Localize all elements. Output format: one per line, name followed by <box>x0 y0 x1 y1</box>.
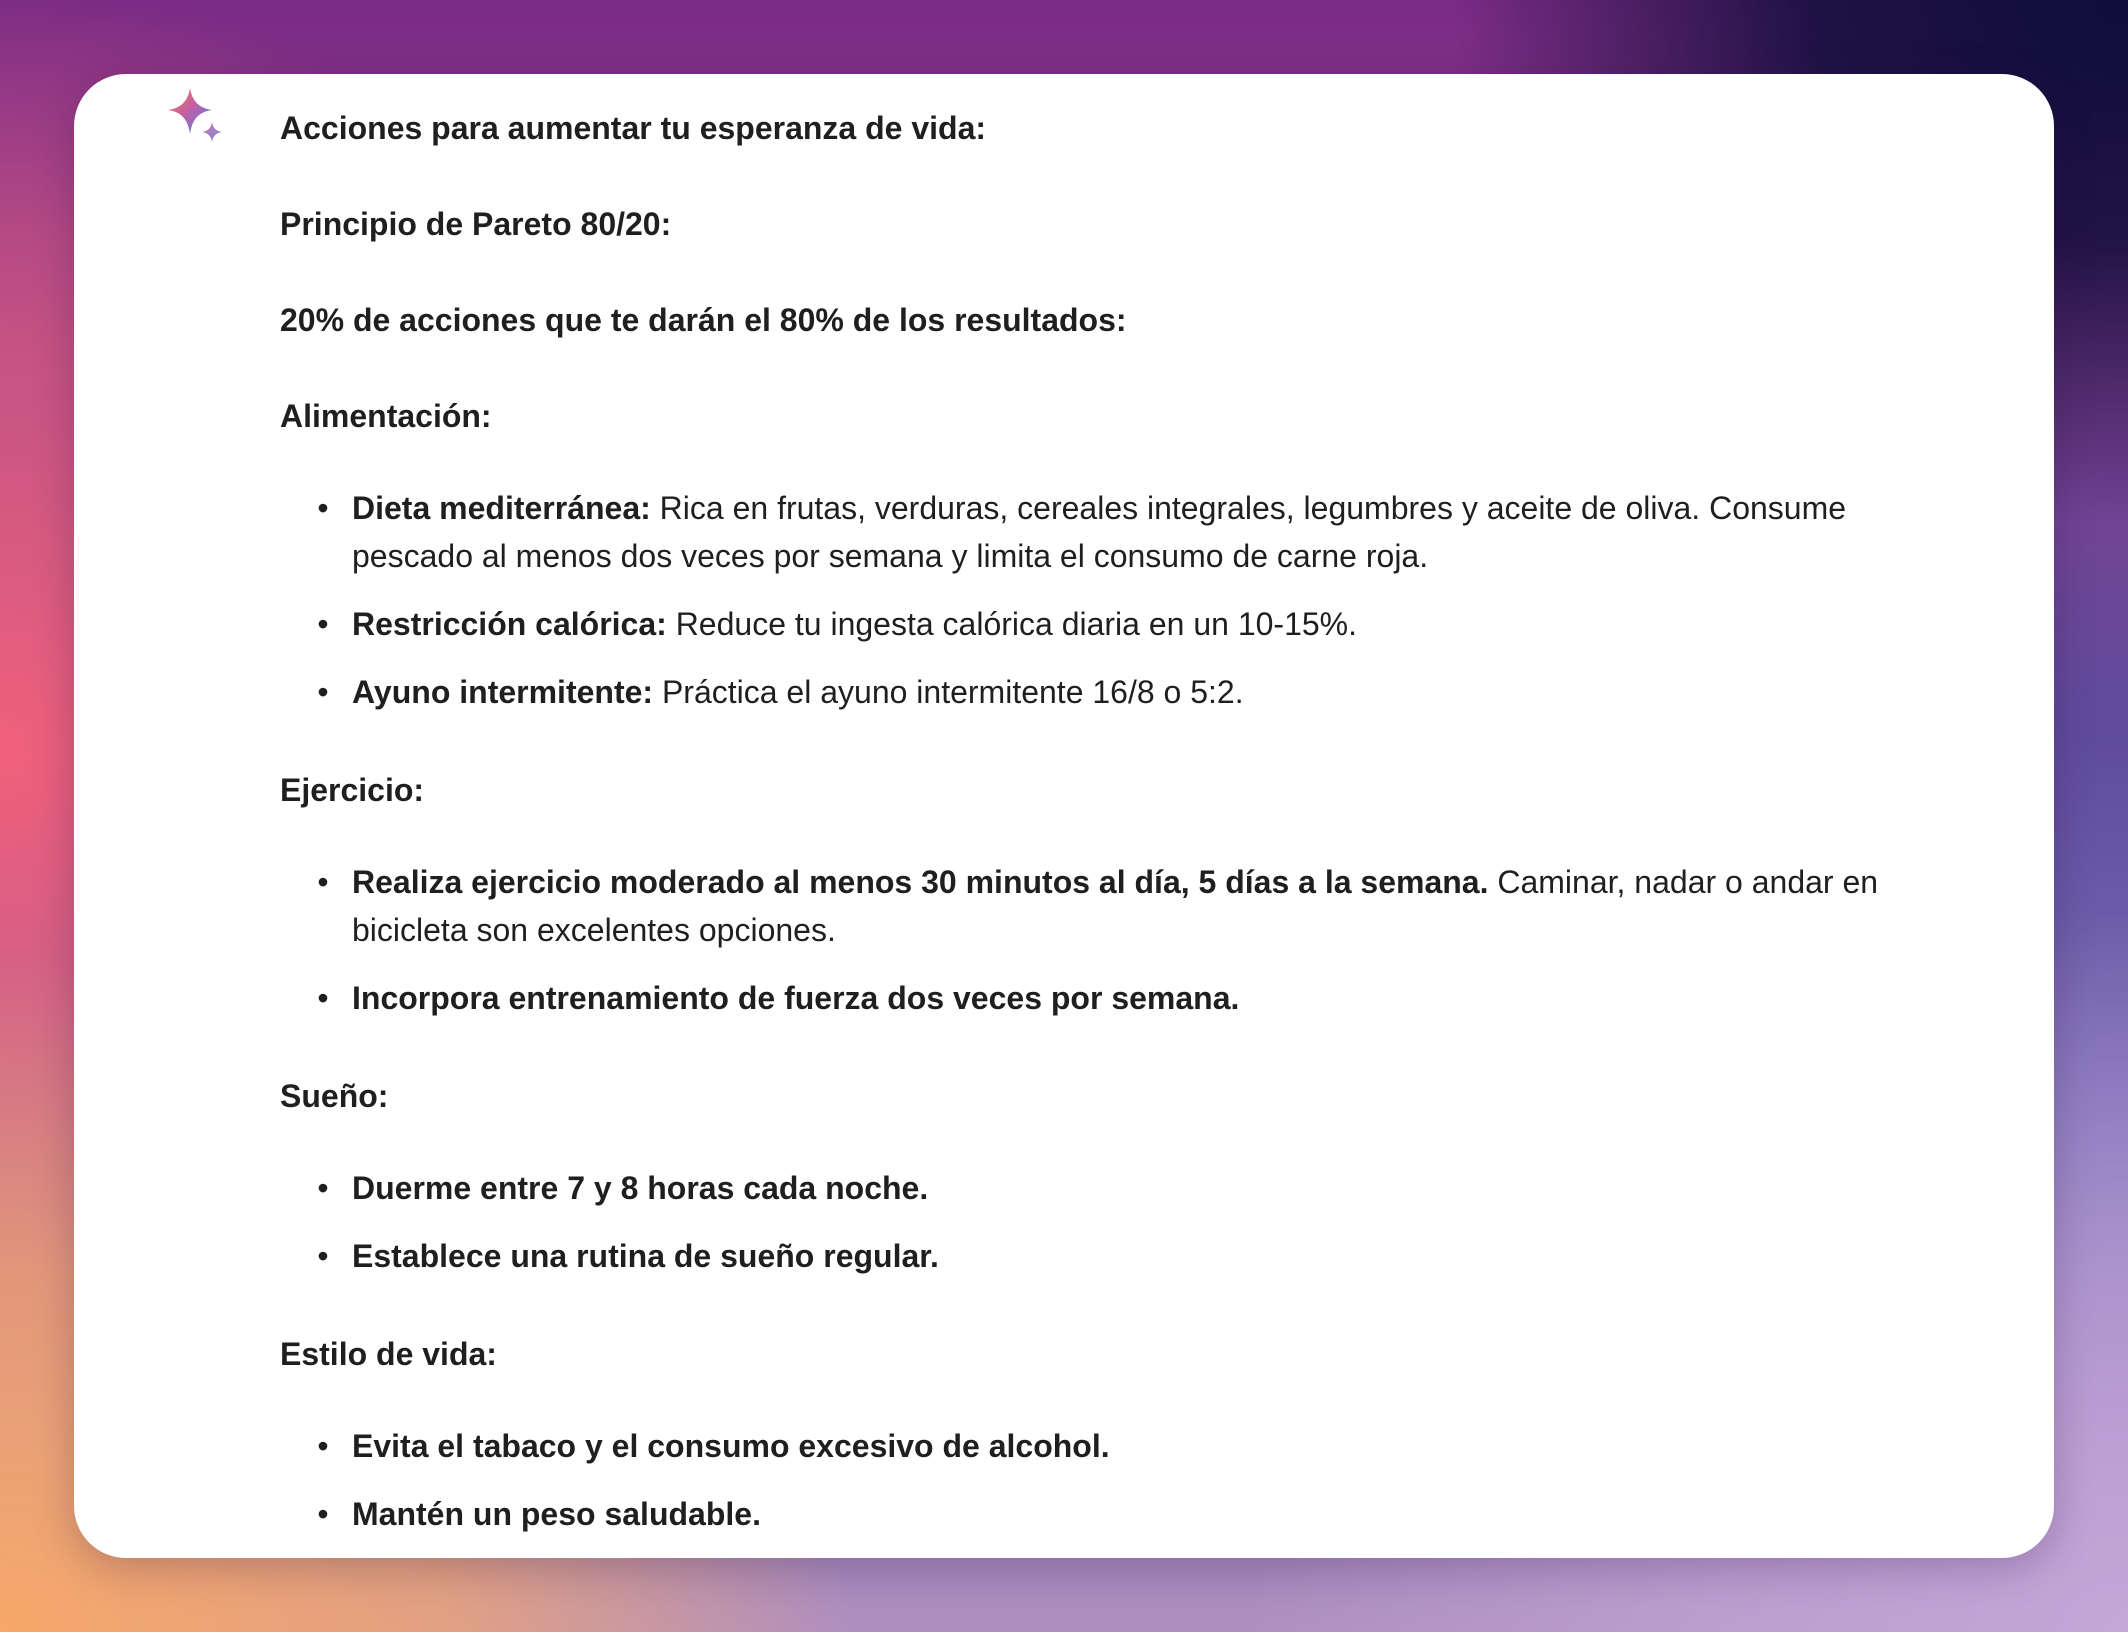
item-bold-text: Evita el tabaco y el consumo excesivo de alcohol. <box>352 1428 1110 1464</box>
bullet-dot: • <box>317 490 329 526</box>
item-bold-text: Duerme entre 7 y 8 horas cada noche. <box>352 1170 929 1206</box>
list-item <box>206 1164 1960 1212</box>
bullet-list <box>280 1164 1960 1280</box>
gemini-sparkle-icon <box>168 88 234 154</box>
section-heading: Alimentación: <box>280 398 492 434</box>
list-item <box>206 484 1960 580</box>
item-text: Caminar, nadar o andar en bicicleta son excelentes opciones. <box>352 864 1879 948</box>
item-bold-text: Establece una rutina de sueño regular. <box>352 1238 939 1274</box>
item-text: Reduce tu ingesta calórica diaria en un 10-15%. <box>666 606 1357 642</box>
list-item <box>206 1490 1960 1538</box>
bullet-dot: • <box>317 1238 329 1274</box>
item-bold-text: Restricción calórica: <box>352 606 667 642</box>
section-heading: Estilo de vida: <box>280 1336 497 1372</box>
section-heading: Sueño: <box>280 1078 389 1114</box>
bullet-list <box>280 858 1960 1022</box>
bullet-list <box>280 484 1960 716</box>
list-item <box>206 1232 1960 1280</box>
list-item <box>206 974 1960 1022</box>
section-heading: Ejercicio: <box>280 772 425 808</box>
bullet-dot: • <box>317 1170 329 1206</box>
item-bold-text: Realiza ejercicio moderado al menos 30 minutos al día, 5 días a la semana. <box>352 864 1489 900</box>
item-bold-text: Dieta mediterránea: <box>352 490 651 526</box>
list-item <box>206 600 1960 648</box>
chat-response-card <box>74 74 2054 1558</box>
bullet-dot: • <box>317 1428 329 1464</box>
item-bold-text: Mantén un peso saludable. <box>352 1496 761 1532</box>
bullet-dot: • <box>317 980 329 1016</box>
principle-line: Principio de Pareto 80/20: <box>280 206 672 242</box>
response-content <box>280 104 1960 1558</box>
list-item <box>206 1422 1960 1470</box>
item-bold-text: Ayuno intermitente: <box>352 674 654 710</box>
bullet-dot: • <box>317 674 329 710</box>
bullet-list <box>280 1422 1960 1538</box>
response-title: Acciones para aumentar tu esperanza de vida: <box>280 110 987 146</box>
list-item <box>206 668 1960 716</box>
list-item <box>206 858 1960 954</box>
item-bold-text: Incorpora entrenamiento de fuerza dos veces por semana. <box>352 980 1240 1016</box>
item-text: Práctica el ayuno intermitente 16/8 o 5:2. <box>653 674 1244 710</box>
intro-line: 20% de acciones que te darán el 80% de los resultados: <box>280 302 1127 338</box>
bullet-dot: • <box>317 606 329 642</box>
item-text: Rica en frutas, verduras, cereales integrales, legumbres y aceite de oliva. Consume pescado al menos dos veces por semana y limita el consumo de carne roja. <box>352 490 1847 574</box>
bullet-dot: • <box>317 864 329 900</box>
bullet-dot: • <box>317 1496 329 1532</box>
